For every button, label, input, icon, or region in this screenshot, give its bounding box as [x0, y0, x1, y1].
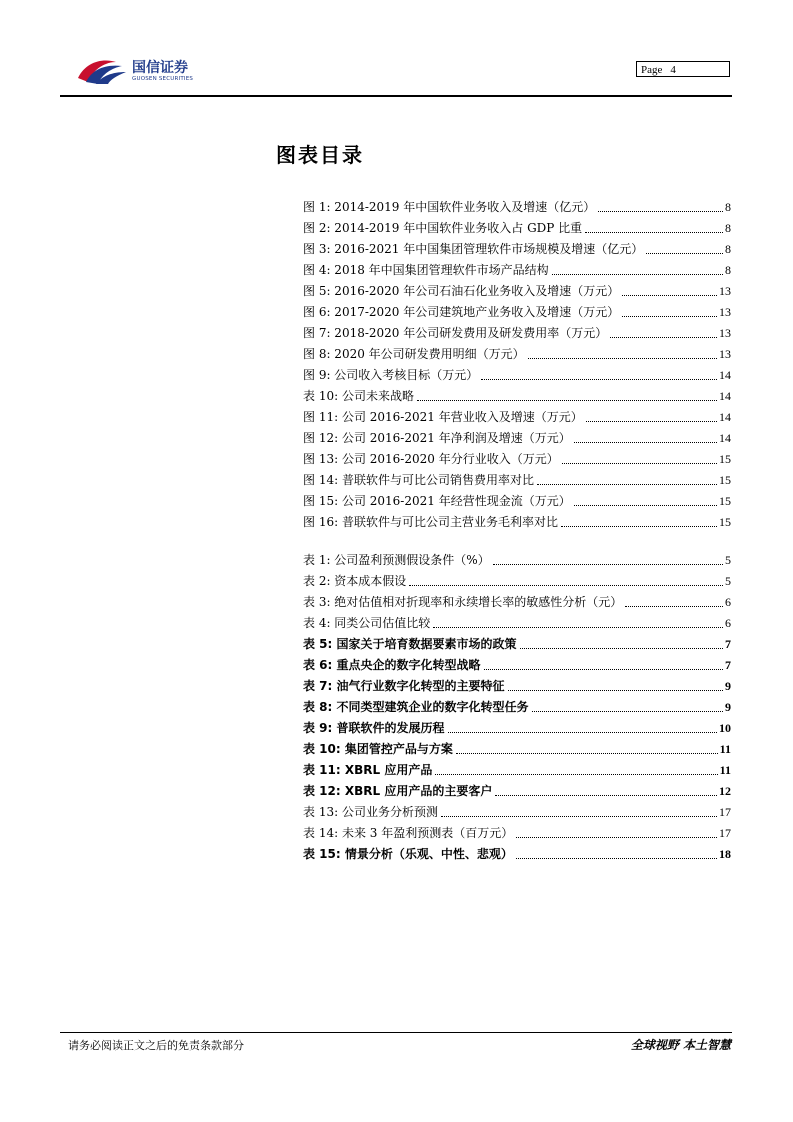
toc-leader-dots [646, 241, 723, 254]
toc-entry[interactable] [303, 589, 731, 610]
toc-entry[interactable] [303, 757, 731, 778]
toc-leader-dots [574, 493, 717, 506]
toc-leader-dots [610, 325, 717, 338]
toc-entry-page: 13 [719, 347, 731, 361]
toc-entry[interactable] [303, 509, 731, 530]
toc-entry[interactable] [303, 694, 731, 715]
toc-entry-page: 14 [719, 410, 731, 424]
toc-entry-page: 15 [719, 473, 731, 487]
toc-entry[interactable] [303, 257, 731, 278]
toc-entry[interactable] [303, 236, 731, 257]
toc-leader-dots [456, 741, 718, 754]
toc-entry-label: 表 12: XBRL 应用产品的主要客户 [303, 784, 493, 798]
toc-entry-page: 15 [719, 452, 731, 466]
toc-leader-dots [625, 594, 723, 607]
toc-entry-label: 表 2: 资本成本假设 [303, 574, 407, 588]
toc-entry[interactable] [303, 425, 731, 446]
toc-leader-dots [622, 304, 717, 317]
toc-leader-dots [520, 636, 723, 649]
toc-entry-label: 图 4: 2018 年中国集团管理软件市场产品结构 [303, 263, 549, 277]
toc-leader-dots [586, 409, 717, 422]
toc-entry[interactable] [303, 362, 731, 383]
footer-divider [60, 1032, 732, 1033]
toc-entry-page: 17 [719, 826, 731, 840]
toc-entry-page: 13 [719, 326, 731, 340]
toc-leader-dots [561, 514, 717, 527]
toc-entry-label: 图 13: 公司 2016-2020 年分行业收入（万元） [303, 452, 559, 466]
footer-disclaimer: 请务必阅读正文之后的免责条款部分 [68, 1039, 244, 1052]
toc-entry-page: 15 [719, 515, 731, 529]
toc-entry[interactable] [303, 631, 731, 652]
toc-entry-label: 表 11: XBRL 应用产品 [303, 763, 433, 777]
toc-leader-dots [622, 283, 717, 296]
toc-leader-dots [495, 783, 717, 796]
toc-leader-dots [598, 199, 723, 212]
toc-leader-dots [448, 720, 717, 733]
toc-entry-page: 9 [725, 700, 731, 714]
toc-leader-dots [409, 573, 723, 586]
toc-leader-dots [537, 472, 717, 485]
toc-entry-label: 表 15: 情景分析（乐观、中性、悲观） [303, 847, 513, 861]
toc-entry[interactable] [303, 568, 731, 589]
toc-entry-label: 图 2: 2014-2019 年中国软件业务收入占 GDP 比重 [303, 221, 583, 235]
toc-entry-label: 表 10: 集团管控产品与方案 [303, 742, 453, 756]
toc-entry-page: 13 [719, 284, 731, 298]
toc-entry[interactable] [303, 778, 731, 799]
toc-entry-label: 图 3: 2016-2021 年中国集团管理软件市场规模及增速（亿元） [303, 242, 644, 256]
toc-entry[interactable] [303, 467, 731, 488]
toc-leader-dots [552, 262, 723, 275]
toc-entry-label: 图 12: 公司 2016-2021 年净利润及增速（万元） [303, 431, 571, 445]
toc-entry[interactable] [303, 547, 731, 568]
toc-entry[interactable] [303, 652, 731, 673]
toc-entry[interactable] [303, 404, 731, 425]
page-label: Page [641, 64, 663, 76]
toc-leader-dots [435, 762, 717, 775]
toc-entry[interactable] [303, 799, 731, 820]
toc-entry-label: 表 6: 重点央企的数字化转型战略 [303, 658, 481, 672]
toc-leader-dots [508, 678, 723, 691]
toc-entry-label: 图 5: 2016-2020 年公司石油石化业务收入及增速（万元） [303, 284, 620, 298]
toc-entry[interactable] [303, 383, 731, 404]
toc-entry-label: 图 1: 2014-2019 年中国软件业务收入及增速（亿元） [303, 200, 596, 214]
toc-leader-dots [484, 657, 723, 670]
toc-entry[interactable] [303, 341, 731, 362]
logo-chinese-name: 国信证券 [132, 60, 188, 76]
header-divider [60, 95, 732, 97]
toc-entry-label: 图 11: 公司 2016-2021 年营业收入及增速（万元） [303, 410, 583, 424]
toc-entry-label: 表 8: 不同类型建筑企业的数字化转型任务 [303, 700, 529, 714]
toc-leader-dots [433, 615, 723, 628]
toc-entry-label: 图 15: 公司 2016-2021 年经营性现金流（万元） [303, 494, 571, 508]
toc-entry-page: 7 [725, 658, 731, 672]
footer-slogan: 全球视野 本土智慧 [630, 1038, 731, 1052]
toc-entry-page: 9 [725, 679, 731, 693]
toc-entry-label: 表 14: 未来 3 年盈利预测表（百万元） [303, 826, 514, 840]
toc-entry-page: 8 [725, 263, 731, 277]
toc-entry[interactable] [303, 215, 731, 236]
toc-leader-dots [574, 430, 717, 443]
toc-entry-page: 17 [719, 805, 731, 819]
toc-leader-dots [532, 699, 723, 712]
toc-entry-label: 表 9: 普联软件的发展历程 [303, 721, 445, 735]
toc-entry-page: 13 [719, 305, 731, 319]
toc-title: 图表目录 [276, 143, 364, 167]
toc-leader-dots [441, 804, 717, 817]
toc-entry[interactable] [303, 446, 731, 467]
toc-leader-dots [528, 346, 717, 359]
toc-entry[interactable] [303, 299, 731, 320]
toc-leader-dots [516, 846, 717, 859]
logo-english-name: GUOSEN SECURITIES [132, 76, 194, 82]
page-header [0, 0, 793, 100]
toc-leader-dots [516, 825, 717, 838]
toc-entry[interactable] [303, 278, 731, 299]
toc-entry-label: 图 7: 2018-2020 年公司研发费用及研发费用率（万元） [303, 326, 608, 340]
toc-entry-label: 图 6: 2017-2020 年公司建筑地产业务收入及增速（万元） [303, 305, 620, 319]
toc-leader-dots [417, 388, 717, 401]
page-number: 4 [670, 64, 676, 76]
toc-leader-dots [585, 220, 723, 233]
toc-entry-page: 14 [719, 431, 731, 445]
toc-entry-page: 11 [719, 742, 731, 756]
toc-entry-page: 8 [725, 242, 731, 256]
toc-leader-dots [493, 552, 723, 565]
toc-entry-page: 12 [719, 784, 731, 798]
toc-entry-page: 6 [725, 616, 731, 630]
figure-list [303, 194, 731, 530]
guosen-logo [76, 52, 216, 92]
toc-entry-label: 表 7: 油气行业数字化转型的主要特征 [303, 679, 505, 693]
toc-entry-page: 7 [725, 637, 731, 651]
toc-entry-label: 表 3: 绝对估值相对折现率和永续增长率的敏感性分析（元） [303, 595, 623, 609]
toc-entry-page: 5 [725, 553, 731, 567]
toc-leader-dots [562, 451, 717, 464]
toc-entry-page: 5 [725, 574, 731, 588]
toc-entry-page: 6 [725, 595, 731, 609]
toc-entry[interactable] [303, 194, 731, 215]
toc-entry-label: 表 10: 公司未来战略 [303, 389, 414, 403]
toc-entry-label: 表 13: 公司业务分析预测 [303, 805, 438, 819]
toc-entry[interactable] [303, 488, 731, 509]
toc-entry[interactable] [303, 715, 731, 736]
toc-entry-label: 图 16: 普联软件与可比公司主营业务毛利率对比 [303, 515, 558, 529]
toc-entry-page: 14 [719, 389, 731, 403]
toc-entry-page: 18 [719, 847, 731, 861]
toc-entry-label: 表 5: 国家关于培育数据要素市场的政策 [303, 637, 517, 651]
toc-entry-label: 表 1: 公司盈利预测假设条件（%） [303, 553, 490, 567]
toc-entry-page: 15 [719, 494, 731, 508]
toc-entry[interactable] [303, 320, 731, 341]
toc-entry[interactable] [303, 673, 731, 694]
toc-entry-label: 图 14: 普联软件与可比公司销售费用率对比 [303, 473, 534, 487]
toc-entry[interactable] [303, 610, 731, 631]
toc-entry-page: 11 [719, 763, 731, 777]
toc-entry[interactable] [303, 841, 731, 862]
toc-entry[interactable] [303, 820, 731, 841]
toc-entry-label: 表 4: 同类公司估值比较 [303, 616, 431, 630]
toc-entry[interactable] [303, 736, 731, 757]
toc-leader-dots [481, 367, 717, 380]
toc-entry-page: 8 [725, 200, 731, 214]
toc-entry-label: 图 8: 2020 年公司研发费用明细（万元） [303, 347, 525, 361]
toc-entry-label: 图 9: 公司收入考核目标（万元） [303, 368, 479, 382]
guosen-logo-icon [76, 56, 128, 86]
toc-entry-page: 10 [719, 721, 731, 735]
page-number-box [636, 61, 730, 77]
toc-entry-page: 8 [725, 221, 731, 235]
table-list [303, 547, 731, 862]
toc-entry-page: 14 [719, 368, 731, 382]
